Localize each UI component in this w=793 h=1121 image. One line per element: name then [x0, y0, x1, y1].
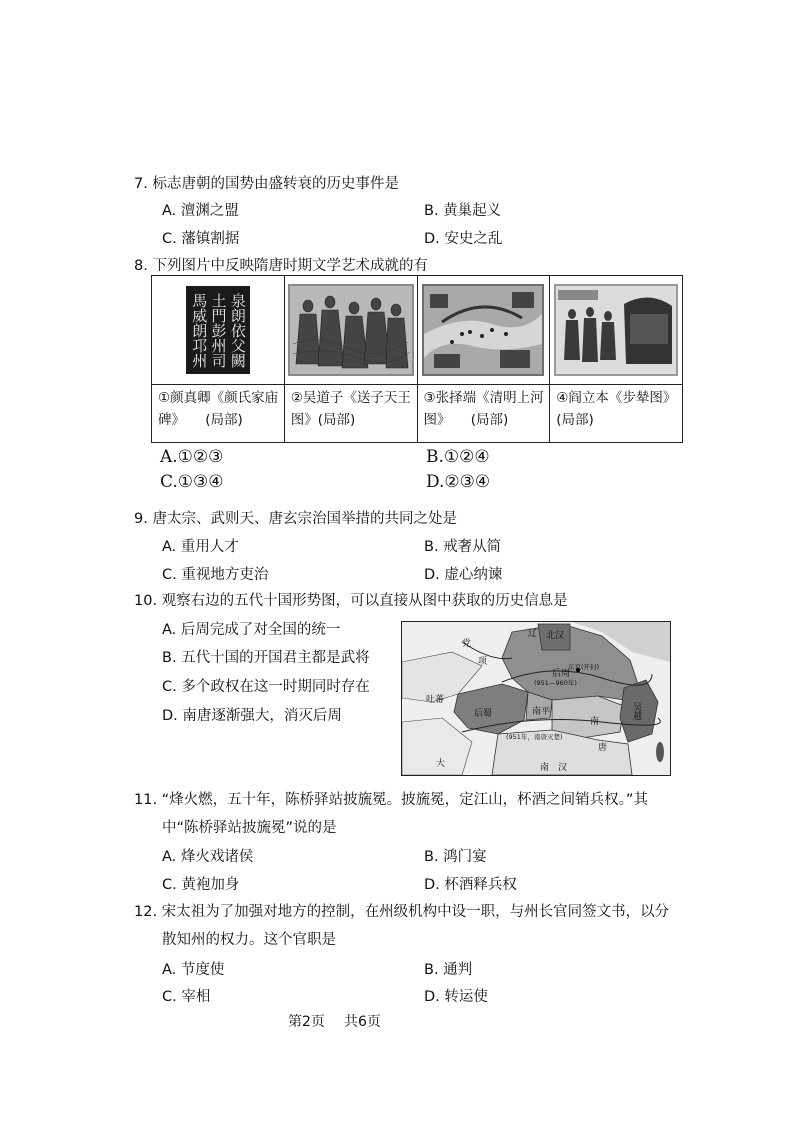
q7-option-c: C. 藩镇割据: [162, 231, 240, 247]
q11-option-b: B. 鸿门宴: [424, 849, 487, 865]
q11-option-d: D. 杯酒释兵权: [424, 877, 517, 893]
map-label-years: (951—960年): [534, 679, 577, 687]
map-label-dang: 党: [462, 639, 472, 649]
q10-option-c: C. 多个政权在这一时期同时存在: [162, 679, 370, 695]
q8-image-cell-4: [550, 276, 683, 385]
q8-picture-table: [151, 275, 683, 443]
painting-sedan-image: [554, 284, 678, 376]
q9-option-b: B. 戒奢从简: [424, 539, 502, 555]
map-label-tubo: 吐蕃: [426, 695, 445, 705]
q10-option-d: D. 南唐逐渐强大，消灭后周: [162, 708, 342, 724]
painting-river-image: [422, 284, 544, 376]
q7-option-b: B. 黄巢起义: [424, 203, 502, 219]
q8-caption-1: ①颜真卿《颜氏家庙碑》 (局部): [152, 385, 285, 443]
q11-stem-line1: 11. “烽火燃，五十年，陈桥驿站披旒冕。披旒冕，定江山，杯酒之间销兵权。”其: [134, 792, 648, 808]
page-total: 共6页: [344, 1014, 381, 1030]
map-label-nan: 南: [590, 717, 600, 727]
q10-stem: 10. 观察右边的五代十国形势图，可以直接从图中获取的历史信息是: [134, 593, 568, 609]
q12-stem-line2: 散知州的权力。这个官职是: [162, 932, 336, 948]
q12-option-d: D. 转运使: [424, 989, 488, 1005]
q11-stem-line2: 中“陈桥驿站披旒冕”说的是: [162, 820, 337, 836]
q9-stem: 9. 唐太宗、武则天、唐玄宗治国举措的共同之处是: [134, 511, 457, 527]
q7-option-a: A. 澶渊之盟: [162, 203, 239, 219]
five-dynasties-map: [401, 621, 671, 776]
q8-caption-2: ②吴道子《送子天王图》(局部): [284, 385, 417, 443]
q12-option-c: C. 宰相: [162, 989, 211, 1005]
q7-option-d: D. 安史之乱: [424, 231, 503, 247]
map-label-xiang: 项: [478, 657, 488, 667]
painting-figures-image: [288, 284, 414, 376]
q8-image-cell-2: [284, 276, 417, 385]
map-label-dongjing: 东京(开封): [568, 663, 600, 671]
q8-option-a: A.①②③: [160, 447, 224, 467]
map-label-dali: 大: [436, 759, 446, 769]
q11-option-c: C. 黄袍加身: [162, 877, 240, 893]
map-label-nanping: 南平: [532, 707, 551, 717]
q9-option-c: C. 重视地方吏治: [162, 567, 269, 583]
calligraphy-column: 泉朗依父闕: [228, 292, 247, 368]
q10-option-b: B. 五代十国的开国君主都是武将: [162, 650, 370, 666]
calligraphy-column: 土門彭州司: [209, 292, 228, 368]
map-label-beihan: 北汉: [546, 631, 565, 641]
map-label-tang: 唐: [598, 743, 608, 753]
q7-stem: 7. 标志唐朝的国势由盛转衰的历史事件是: [134, 176, 399, 192]
map-label-houshu: 后蜀: [474, 709, 493, 719]
map-label-liao: 辽: [528, 629, 538, 639]
q12-stem-line1: 12. 宋太祖为了加强对地方的控制，在州级机构中设一职，与州长官同签文书，以分: [134, 904, 670, 920]
map-label-nanhan: 南 汉: [540, 763, 568, 773]
q8-caption-4: ④阎立本《步辇图》 (局部): [550, 385, 683, 443]
q12-option-a: A. 节度使: [162, 962, 225, 978]
q8-option-d: D.②③④: [426, 472, 491, 492]
q8-option-c: C.①③④: [160, 472, 224, 492]
map-label-nanhan-years: (951年，南唐灭楚): [506, 733, 563, 741]
q8-image-cell-1: [152, 276, 285, 385]
q8-stem: 8. 下列图片中反映隋唐时期文学艺术成就的有: [134, 258, 428, 274]
q9-option-d: D. 虚心纳谏: [424, 567, 503, 583]
calligraphy-rubbing-image: [186, 286, 250, 374]
q8-image-cell-3: [417, 276, 550, 385]
map-label-wuyue: 吴越: [631, 702, 641, 720]
map-label-houzhou: 后周: [552, 669, 571, 679]
q8-option-b: B.①②④: [426, 447, 490, 467]
page-number: 第2页: [288, 1014, 325, 1030]
calligraphy-column: 馬威朗邛州: [190, 292, 209, 368]
q10-option-a: A. 后周完成了对全国的统一: [162, 622, 341, 638]
q11-option-a: A. 烽火戏诸侯: [162, 849, 254, 865]
q8-caption-3: ③张择端《清明上河图》 (局部): [417, 385, 550, 443]
q12-option-b: B. 通判: [424, 962, 473, 978]
q9-option-a: A. 重用人才: [162, 539, 239, 555]
